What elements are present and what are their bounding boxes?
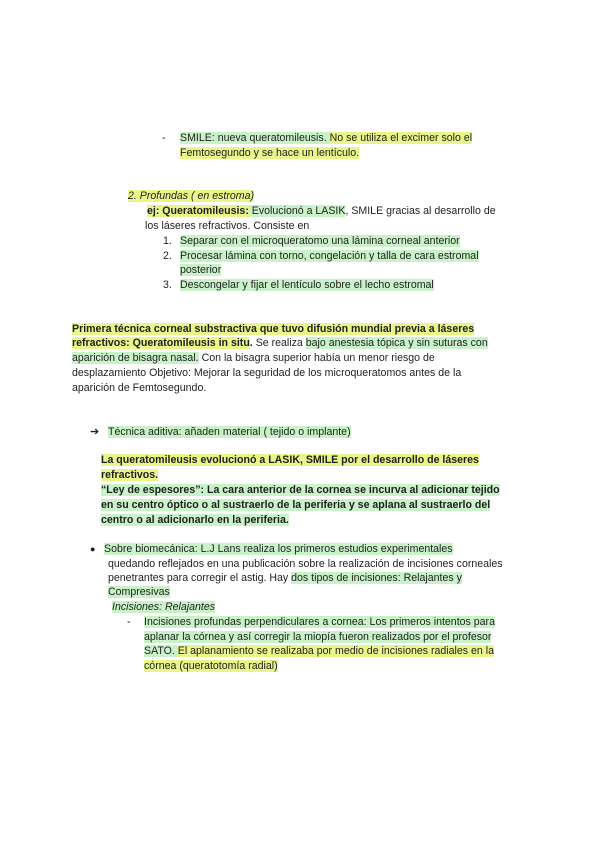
evolucion-text-3: “Ley de espesores”: La cara anterior de la cornea se incurva al adicionar tejido	[101, 484, 500, 496]
step-1-text: Separar con el microqueratomo una lámina corneal anterior	[180, 235, 460, 247]
bio-line-4	[108, 585, 170, 599]
ej-label: ej: Queratomileusis:	[147, 205, 249, 217]
incisiones-line-3	[144, 644, 494, 658]
step-2-num: 2.	[163, 250, 172, 262]
dot-bullet: ●	[90, 544, 96, 554]
step-3	[180, 278, 434, 292]
bio-label: Sobre biomecánica:	[104, 543, 198, 555]
incisiones-text-2: aplanar la córnea y así corregir la miopía fueron realizados por el profesor	[144, 631, 492, 643]
ej-rest: , SMILE gracias al desarrollo de	[345, 205, 496, 217]
ej-line-2: los láseres refractivos. Consiste en	[145, 220, 310, 232]
primera-line-2	[72, 336, 488, 350]
evolucion-text-1: La queratomileusis evolucionó a LASIK, SMILE por el desarrollo de láseres	[101, 454, 479, 466]
bio-compresivas: Compresivas	[108, 586, 170, 598]
bio-line-1	[104, 542, 453, 556]
bio-penetrantes: penetrantes para corregir el astig. Hay	[108, 572, 292, 584]
evolucion-text-4: en su centro óptico o al sustraerlo de la periferia y se aplana al sustraerlo del	[101, 499, 491, 511]
arrow-icon: ➔	[90, 426, 100, 438]
primera-period: .	[249, 337, 253, 349]
smile-desc: nueva queratomileusis.	[214, 132, 330, 144]
smile-note: No se utiliza el excimer solo el	[329, 132, 473, 144]
evolucion-line-1	[101, 453, 479, 467]
dash-bullet-2: -	[127, 616, 131, 628]
step-3-num: 3.	[163, 279, 172, 291]
bio-subheading-text: Incisiones: Relajantes	[112, 601, 216, 613]
smile-note-cont: Femtosegundo y se hace un lentículo.	[180, 147, 360, 159]
incisiones-aplanamiento: El aplanamiento se realizaba por medio de incisiones radiales en la	[177, 645, 495, 657]
bio-tipos: dos tipos de incisiones: Relajantes y	[291, 572, 462, 584]
evolucion-line-5	[101, 513, 289, 527]
incisiones-line-1	[144, 615, 495, 629]
incisiones-line-2	[144, 630, 491, 644]
aditiva-text: Técnica aditiva: añaden material ( tejido o implante)	[108, 426, 351, 438]
primera-title: Primera técnica corneal substractiva que tuvo difusión mundial previa a láseres	[72, 323, 475, 335]
evolucion-text-2: refractivos.	[101, 469, 159, 481]
aditiva-line	[108, 425, 351, 439]
primera-line-4: desplazamiento Objetivo: Mejorar la seguridad de los microqueratomos antes de la	[72, 367, 462, 379]
profundas-heading-text: 2. Profundas ( en estroma)	[128, 190, 255, 202]
bio-subheading	[112, 600, 215, 614]
step-2-text-cont: posterior	[180, 264, 222, 276]
smile-line-2	[180, 146, 359, 160]
incisiones-intentos: Los primeros intentos para	[366, 616, 495, 628]
primera-line-5: aparición de Femtosegundo.	[72, 382, 207, 394]
primera-line-3	[72, 351, 435, 365]
evolucion-text-5: centro o al adicionarlo en la periferia.	[101, 514, 289, 526]
step-1-num: 1.	[163, 235, 172, 247]
ej-line-1	[147, 204, 496, 218]
primera-bisagra-sup: Con la bisagra superior había un menor riesgo de	[198, 352, 435, 364]
step-1	[180, 234, 460, 248]
dash-bullet: -	[162, 132, 166, 144]
primera-title-cont: refractivos: Queratomileusis in situ	[72, 337, 250, 349]
step-2	[180, 249, 479, 263]
evolucion-line-4	[101, 498, 490, 512]
incisiones-text-4: córnea (queratotomía radial)	[144, 660, 278, 672]
bio-line-3	[108, 571, 462, 585]
profundas-heading	[128, 189, 254, 203]
bio-lans: L.J Lans realiza los primeros estudios experimentales	[197, 543, 453, 555]
smile-term: SMILE:	[180, 132, 215, 144]
primera-line-1	[72, 322, 474, 336]
step-2-cont	[180, 263, 221, 277]
step-2-text: Procesar lámina con torno, congelación y talla de cara estromal	[180, 250, 479, 262]
ej-evoluciono: Evolucionó a LASIK	[248, 205, 346, 217]
evolucion-line-2	[101, 468, 158, 482]
incisiones-line-4	[144, 659, 278, 673]
incisiones-label: Incisiones profundas perpendiculares a cornea:	[144, 616, 367, 628]
bio-line-2: quedando reflejados en una publicación sobre la realización de incisiones corneales	[108, 558, 503, 570]
primera-bisagra: aparición de bisagra nasal.	[72, 352, 199, 364]
evolucion-line-3	[101, 483, 500, 497]
incisiones-sato: SATO.	[144, 645, 178, 657]
primera-anestesia: bajo anestesia tópica y sin suturas con	[305, 337, 488, 349]
step-3-text: Descongelar y fijar el lentículo sobre el lecho estromal	[180, 279, 434, 291]
smile-line-1	[180, 131, 472, 145]
primera-se-realiza: Se realiza	[252, 337, 306, 349]
